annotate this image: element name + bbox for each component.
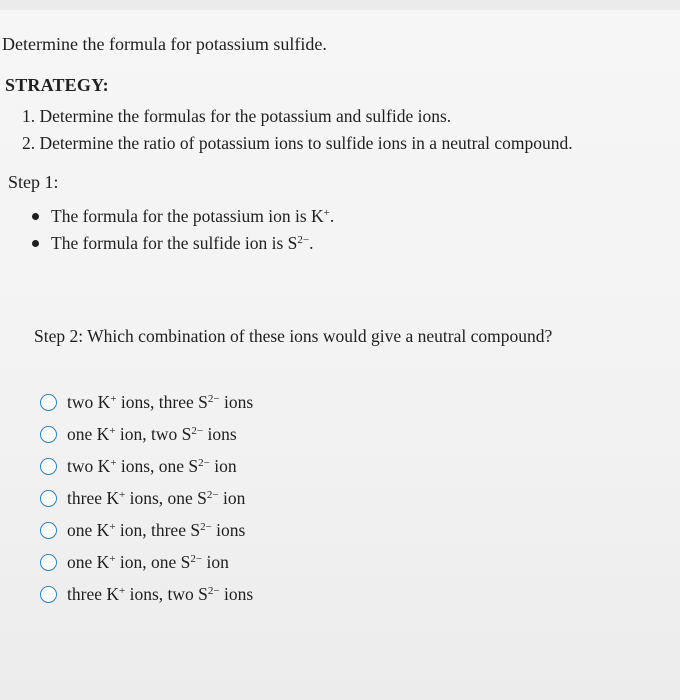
answer-option-6[interactable] bbox=[40, 546, 253, 578]
option-charge: + bbox=[110, 456, 117, 469]
option-charge: + bbox=[109, 552, 116, 565]
option-label bbox=[67, 520, 245, 541]
option-label bbox=[67, 456, 237, 477]
option-text: one K bbox=[67, 551, 110, 572]
option-text: one K bbox=[67, 519, 110, 540]
fact-charge: + bbox=[323, 207, 330, 219]
radio-button[interactable] bbox=[40, 426, 57, 443]
bullet-icon bbox=[32, 213, 39, 220]
option-label bbox=[67, 424, 237, 445]
fact-end: . bbox=[329, 206, 335, 226]
option-charge: 2− bbox=[191, 424, 204, 437]
strategy-step-1: 1. Determine the formulas for the potassium and sulfide ions. bbox=[22, 106, 452, 126]
option-label bbox=[67, 552, 229, 573]
answer-option-7[interactable] bbox=[40, 578, 253, 610]
radio-button[interactable] bbox=[40, 522, 57, 539]
step1-heading: Step 1: bbox=[8, 172, 59, 192]
option-text: two K bbox=[67, 455, 111, 476]
option-text: ions bbox=[203, 423, 237, 444]
strategy-step-2: 2. Determine the ratio of potassium ions to sulfide ions in a neutral compound. bbox=[22, 133, 573, 153]
answer-option-2[interactable] bbox=[40, 418, 253, 450]
radio-button[interactable] bbox=[40, 394, 57, 411]
fact-charge: 2− bbox=[297, 234, 310, 246]
option-charge: + bbox=[119, 488, 126, 501]
step2-prompt: Step 2: Which combination of these ions would give a neutral compound? bbox=[34, 326, 553, 346]
option-text: ion bbox=[202, 551, 229, 572]
bullet-icon bbox=[32, 240, 39, 247]
radio-button[interactable] bbox=[40, 586, 57, 603]
option-label bbox=[67, 584, 253, 605]
option-text: ions bbox=[219, 583, 254, 604]
radio-button[interactable] bbox=[40, 554, 57, 571]
step1-facts bbox=[32, 206, 334, 260]
radio-button[interactable] bbox=[40, 490, 57, 507]
option-text: three K bbox=[67, 487, 119, 508]
question-page bbox=[0, 10, 680, 700]
option-charge: + bbox=[110, 392, 117, 405]
option-text: two K bbox=[67, 391, 111, 412]
option-charge: + bbox=[109, 520, 116, 533]
answer-option-1[interactable] bbox=[40, 386, 253, 418]
option-text: one K bbox=[67, 423, 110, 444]
question-text: Determine the formula for potassium sulfide. bbox=[2, 34, 327, 54]
option-label bbox=[67, 392, 253, 413]
option-text: ion, three S bbox=[115, 519, 201, 540]
option-text: ion, two S bbox=[115, 423, 192, 444]
option-text: ions bbox=[211, 519, 246, 540]
option-charge: 2− bbox=[190, 552, 203, 565]
option-charge: 2− bbox=[207, 392, 220, 405]
option-charge: 2− bbox=[207, 584, 220, 597]
fact-text: The formula for the potassium ion is K bbox=[51, 206, 324, 226]
option-text: ions, one S bbox=[125, 487, 207, 508]
strategy-list bbox=[22, 106, 573, 160]
option-text: ions, three S bbox=[116, 391, 208, 412]
option-charge: + bbox=[119, 584, 126, 597]
answer-option-3[interactable] bbox=[40, 450, 253, 482]
radio-button[interactable] bbox=[40, 458, 57, 475]
option-text: ion bbox=[209, 455, 237, 476]
fact-sulfide-ion bbox=[32, 233, 334, 260]
option-charge: + bbox=[109, 424, 116, 437]
option-charge: 2− bbox=[200, 520, 212, 533]
option-text: ions bbox=[219, 391, 254, 412]
fact-potassium-ion bbox=[32, 206, 334, 233]
answer-option-4[interactable] bbox=[40, 482, 253, 514]
option-text: three K bbox=[67, 583, 119, 604]
option-text: ion, one S bbox=[115, 551, 191, 572]
option-text: ions, one S bbox=[116, 455, 199, 476]
option-text: ion bbox=[218, 487, 246, 508]
answer-option-5[interactable] bbox=[40, 514, 253, 546]
option-label bbox=[67, 488, 245, 509]
option-charge: 2− bbox=[206, 488, 219, 501]
strategy-heading: STRATEGY: bbox=[5, 75, 109, 95]
option-charge: 2− bbox=[198, 456, 210, 469]
option-text: ions, two S bbox=[125, 583, 208, 604]
fact-text: The formula for the sulfide ion is S bbox=[51, 233, 298, 253]
fact-end: . bbox=[309, 233, 314, 253]
answer-options bbox=[40, 386, 253, 610]
